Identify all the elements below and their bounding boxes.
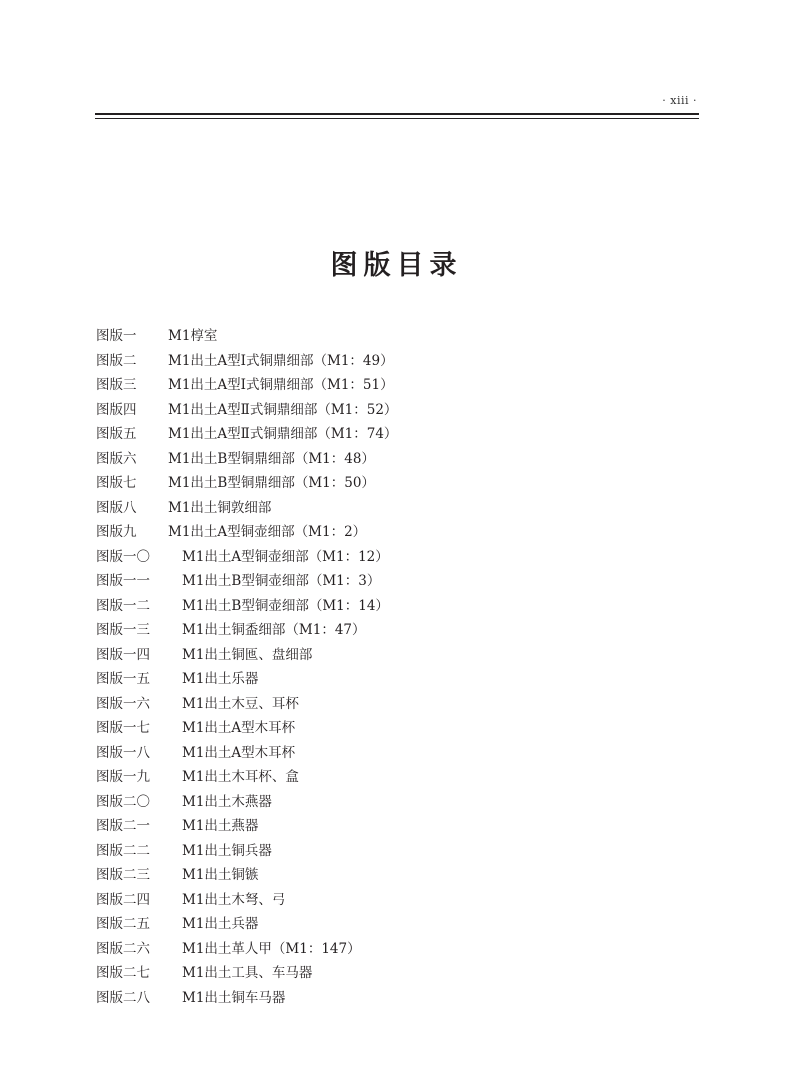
header-rule	[95, 113, 699, 115]
plate-caption: M1椁室	[168, 328, 218, 344]
plate-caption: M1出土兵器	[182, 916, 259, 932]
toc-entry	[96, 520, 716, 545]
plate-caption: M1出土A型Ⅱ式铜鼎细部（M1：52）	[168, 401, 398, 418]
plate-caption: M1出土铜盉细部（M1：47）	[182, 622, 366, 638]
plate-caption: M1出土革人甲（M1：147）	[182, 940, 361, 957]
plate-number: 图版二八	[96, 989, 150, 1006]
plate-number: 图版二〇	[96, 793, 150, 810]
plate-number: 图版二一	[96, 818, 150, 834]
toc-entry	[96, 692, 716, 717]
toc-entry	[96, 594, 716, 619]
plate-number: 图版七	[96, 475, 137, 491]
plate-number: 图版二六	[96, 940, 150, 957]
toc-entry	[96, 447, 716, 472]
plate-caption: M1出土工具、车马器	[182, 965, 313, 981]
plate-number: 图版一〇	[96, 548, 150, 565]
plate-number: 图版三	[96, 377, 137, 393]
plate-caption: M1出土燕器	[182, 818, 259, 834]
toc-entry	[96, 398, 716, 423]
plate-number: 图版一五	[96, 671, 150, 687]
plate-caption: M1出土A型Ⅰ式铜鼎细部（M1：49）	[168, 352, 394, 369]
plate-caption: M1出土A型木耳杯	[182, 720, 296, 736]
toc-entry	[96, 496, 716, 521]
plate-caption: M1出土A型Ⅱ式铜鼎细部（M1：74）	[168, 426, 398, 442]
plate-number: 图版一四	[96, 646, 150, 663]
plate-number: 图版五	[96, 426, 137, 442]
plate-caption: M1出土铜兵器	[182, 842, 272, 859]
plate-caption: M1出土木耳杯、盒	[182, 769, 299, 785]
toc-entry	[96, 912, 716, 937]
toc-entry	[96, 986, 716, 1011]
plate-number: 图版一八	[96, 744, 150, 761]
plate-caption: M1出土铜匜、盘细部	[182, 646, 313, 663]
plate-number: 图版八	[96, 499, 137, 516]
page-title: 图版目录	[330, 250, 463, 281]
toc-entry	[96, 569, 716, 594]
plate-number: 图版四	[96, 401, 137, 418]
toc-entry	[96, 961, 716, 986]
plate-number: 图版一一	[96, 573, 150, 589]
toc-entry	[96, 643, 716, 668]
plate-caption: M1出土B型铜壶细部（M1：14）	[182, 597, 389, 614]
toc-entry	[96, 324, 716, 349]
plate-caption: M1出土铜敦细部	[168, 499, 272, 516]
plate-caption: M1出土A型木耳杯	[182, 744, 296, 761]
header-rule-thin	[95, 118, 699, 119]
table-of-plates	[96, 324, 716, 1010]
plate-caption: M1出土A型Ⅰ式铜鼎细部（M1：51）	[168, 377, 394, 393]
page-number: · xiii ·	[662, 94, 697, 107]
plate-caption: M1出土木弩、弓	[182, 891, 286, 908]
toc-entry	[96, 667, 716, 692]
plate-number: 图版九	[96, 524, 137, 540]
toc-entry	[96, 545, 716, 570]
plate-caption: M1出土B型铜壶细部（M1：3）	[182, 573, 381, 589]
plate-number: 图版一九	[96, 769, 150, 785]
plate-caption: M1出土A型铜壶细部（M1：2）	[168, 524, 367, 540]
toc-entry	[96, 741, 716, 766]
toc-entry	[96, 839, 716, 864]
plate-caption: M1出土木豆、耳杯	[182, 695, 299, 712]
toc-entry	[96, 618, 716, 643]
plate-number: 图版二	[96, 352, 137, 369]
plate-number: 图版六	[96, 450, 137, 467]
plate-caption: M1出土B型铜鼎细部（M1：48）	[168, 450, 375, 467]
toc-entry	[96, 814, 716, 839]
plate-number: 图版二五	[96, 916, 150, 932]
toc-entry	[96, 888, 716, 913]
toc-entry	[96, 422, 716, 447]
plate-caption: M1出土B型铜鼎细部（M1：50）	[168, 475, 375, 491]
toc-entry	[96, 937, 716, 962]
plate-number: 图版一	[96, 328, 137, 344]
plate-number: 图版二二	[96, 842, 150, 859]
toc-entry	[96, 471, 716, 496]
plate-caption: M1出土乐器	[182, 671, 259, 687]
toc-entry	[96, 863, 716, 888]
toc-entry	[96, 349, 716, 374]
toc-entry	[96, 716, 716, 741]
plate-number: 图版一二	[96, 597, 150, 614]
toc-entry	[96, 765, 716, 790]
plate-number: 图版二七	[96, 965, 150, 981]
plate-caption: M1出土木燕器	[182, 793, 272, 810]
plate-caption: M1出土A型铜壶细部（M1：12）	[182, 548, 389, 565]
toc-entry	[96, 790, 716, 815]
plate-number: 图版一七	[96, 720, 150, 736]
plate-number: 图版二四	[96, 891, 150, 908]
plate-caption: M1出土铜镞	[182, 867, 259, 883]
plate-number: 图版二三	[96, 867, 150, 883]
plate-number: 图版一六	[96, 695, 150, 712]
plate-number: 图版一三	[96, 622, 150, 638]
plate-caption: M1出土铜车马器	[182, 989, 286, 1006]
toc-entry	[96, 373, 716, 398]
